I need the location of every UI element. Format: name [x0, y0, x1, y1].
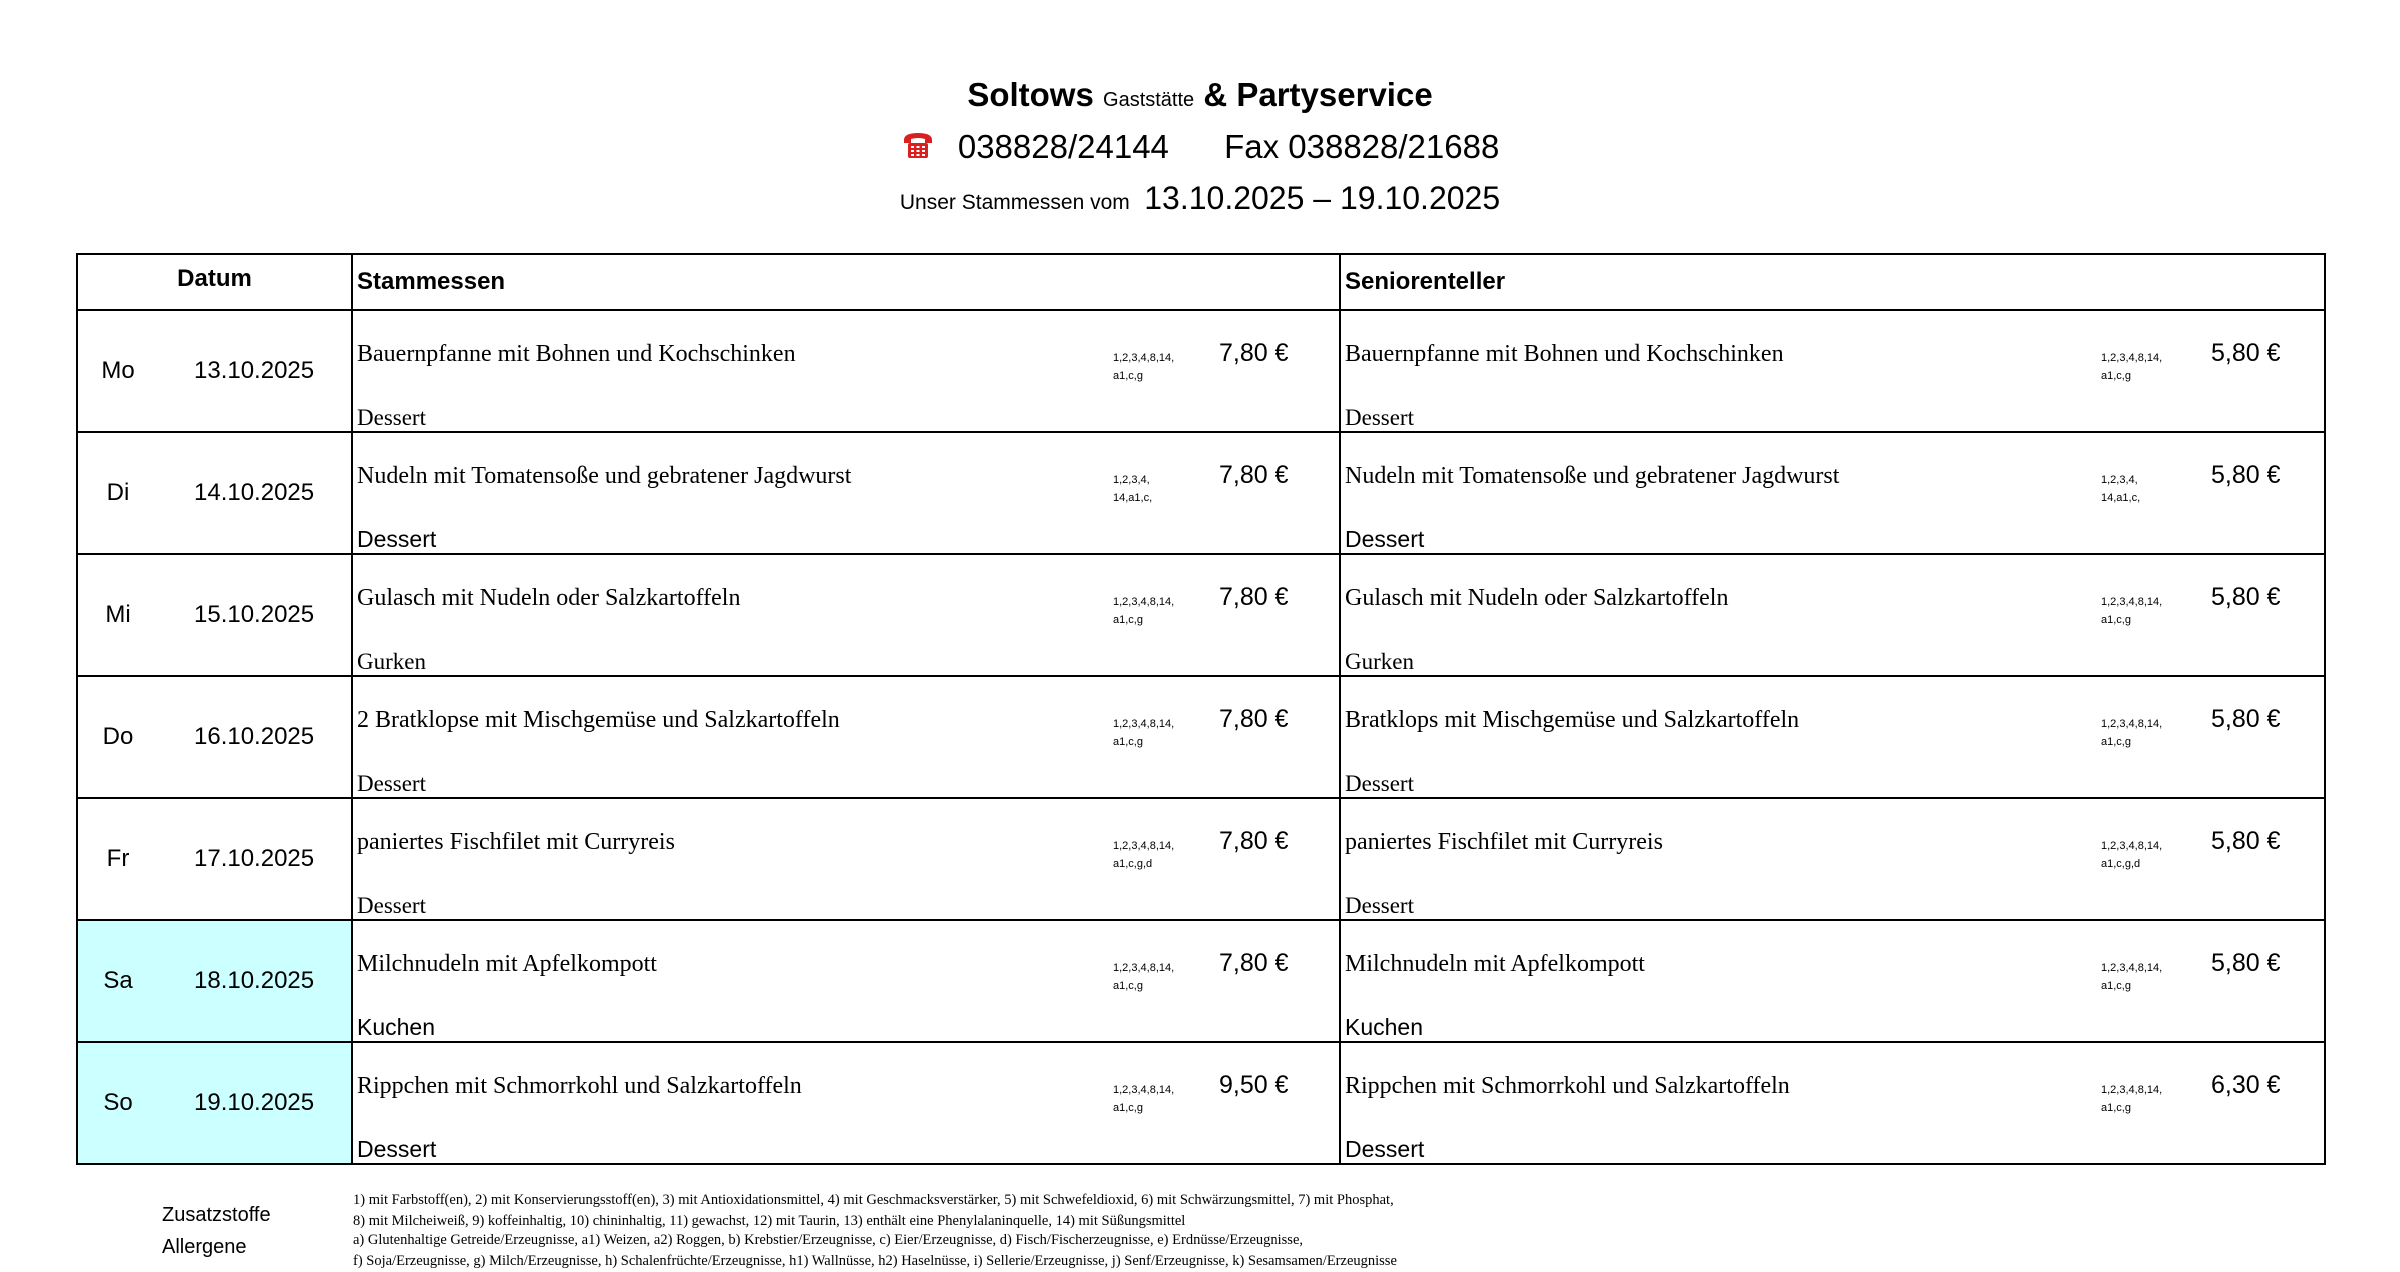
stammessen-side: Gurken [357, 649, 426, 674]
allergen-codes: a1,c,g,d [1113, 858, 1153, 870]
stammessen-side: Dessert [357, 893, 426, 918]
date: 16.10.2025 [194, 723, 315, 750]
seniorenteller-dish: Bauernpfanne mit Bohnen und Kochschinken [1345, 341, 1784, 367]
legend-line-2: 8) mit Milcheiweiß, 9) koffeinhaltig, 10) chininhaltig, 11) gewachst, 12) mit Taurin, 13) enthält eine Phenylalaninquelle, 14) mit Süßungsmittel [353, 1213, 1186, 1229]
date-cell [77, 432, 352, 554]
day-of-week: Fr [106, 845, 130, 872]
stammessen-dish: Nudeln mit Tomatensoße und gebratener Jagdwurst [357, 463, 852, 489]
menu-body [77, 310, 2325, 1164]
date-cell [77, 310, 352, 432]
allergen-codes: a1,c,g [1113, 370, 1143, 382]
column-header-stammessen: Stammessen [352, 254, 1340, 310]
seniorenteller-price: 6,30 € [2211, 1071, 2281, 1099]
date-cell [77, 798, 352, 920]
additive-codes: 1,2,3,4,8,14, [1113, 840, 1175, 852]
stammessen-price: 9,50 € [1219, 1071, 1289, 1099]
legend-line-1: 1) mit Farbstoff(en), 2) mit Konservierungsstoff(en), 3) mit Antioxidationsmittel, 4) mit Geschmacksverstärker, 5) mit Schwefeldioxid, 6) mit Schwärzungsmittel, 7) mit Phosphat, [353, 1192, 1394, 1208]
seniorenteller-price: 5,80 € [2211, 949, 2281, 977]
stammessen-cell [352, 310, 1340, 432]
seniorenteller-side: Dessert [1345, 405, 1414, 430]
stammessen-price: 7,80 € [1219, 461, 1289, 489]
date-cell [77, 554, 352, 676]
additive-codes: 1,2,3,4,8,14, [1113, 352, 1175, 364]
day-of-week: Sa [103, 967, 133, 994]
additive-codes: 1,2,3,4,8,14, [1113, 596, 1175, 608]
stammessen-price: 7,80 € [1219, 583, 1289, 611]
seniorenteller-dish: Rippchen mit Schmorrkohl und Salzkartoffeln [1345, 1073, 1790, 1099]
stammessen-codes [1113, 715, 1174, 751]
table-header-row [77, 254, 2325, 310]
seniorenteller-price: 5,80 € [2211, 827, 2281, 855]
seniorenteller-codes [2101, 837, 2162, 873]
restaurant-name-suffix: & Partyservice [1203, 76, 1433, 113]
allergen-codes: 14,a1,c, [2101, 492, 2141, 504]
column-header-datum: Datum [77, 254, 352, 310]
phone-number: 038828/24144 [957, 128, 1169, 165]
allergen-codes: a1,c,g [2101, 980, 2131, 992]
seniorenteller-cell [1340, 432, 2325, 554]
stammessen-codes [1113, 1081, 1174, 1117]
stammessen-dish: paniertes Fischfilet mit Curryreis [357, 829, 675, 855]
additive-codes: 1,2,3,4,8,14, [2101, 962, 2163, 974]
table-row [77, 920, 2325, 1042]
seniorenteller-dish: Bratklops mit Mischgemüse und Salzkartoffeln [1345, 707, 1800, 733]
allergen-codes: a1,c,g [1113, 736, 1143, 748]
legend-line-4: f) Soja/Erzeugnisse, g) Milch/Erzeugnisse, h) Schalenfrüchte/Erzeugnisse, h1) Wallnüsse, h2) Haselnüsse, i) Sellerie/Erzeugnisse, j) Senf/Erzeugnisse, k) Sesamsamen/Erzeugnisse [353, 1253, 1397, 1269]
day-of-week: So [103, 1089, 133, 1116]
additive-codes: 1,2,3,4,8,14, [2101, 1084, 2163, 1096]
seniorenteller-codes [2101, 1081, 2162, 1117]
date: 15.10.2025 [194, 601, 315, 628]
day-of-week: Di [106, 479, 130, 506]
date: 14.10.2025 [194, 479, 315, 506]
allergen-codes: a1,c,g,d [2101, 858, 2141, 870]
legend-label-zusatzstoffe: Zusatzstoffe [162, 1204, 271, 1226]
seniorenteller-side: Dessert [1345, 771, 1414, 796]
fax-number: Fax 038828/21688 [1224, 128, 1500, 165]
seniorenteller-codes [2101, 349, 2162, 385]
date: 18.10.2025 [194, 967, 315, 994]
seniorenteller-side: Dessert [1345, 526, 1425, 552]
stammessen-side: Dessert [357, 526, 437, 552]
additive-codes: 1,2,3,4,8,14, [2101, 718, 2163, 730]
seniorenteller-codes [2101, 959, 2162, 995]
stammessen-codes [1113, 349, 1174, 385]
seniorenteller-price: 5,80 € [2211, 461, 2281, 489]
table-row [77, 432, 2325, 554]
restaurant-title [0, 76, 2400, 114]
contact-line [0, 128, 2400, 168]
week-range: 13.10.2025 – 19.10.2025 [1144, 180, 1501, 216]
seniorenteller-side: Kuchen [1345, 1014, 1424, 1040]
seniorenteller-cell [1340, 554, 2325, 676]
additive-codes: 1,2,3,4,8,14, [2101, 840, 2163, 852]
date: 19.10.2025 [194, 1089, 315, 1116]
seniorenteller-cell [1340, 310, 2325, 432]
stammessen-price: 7,80 € [1219, 705, 1289, 733]
phone-icon [901, 130, 935, 168]
stammessen-cell [352, 798, 1340, 920]
date-cell [77, 1042, 352, 1164]
week-label: Unser Stammessen vom [899, 191, 1130, 214]
stammessen-codes [1113, 959, 1174, 995]
additive-codes: 1,2,3,4,8,14, [1113, 1084, 1175, 1096]
allergen-codes: a1,c,g [1113, 614, 1143, 626]
seniorenteller-cell [1340, 920, 2325, 1042]
date-cell [77, 676, 352, 798]
table-row [77, 310, 2325, 432]
seniorenteller-dish: Gulasch mit Nudeln oder Salzkartoffeln [1345, 585, 1729, 611]
stammessen-side: Dessert [357, 1136, 437, 1162]
menu-table [76, 253, 2326, 1165]
stammessen-cell [352, 920, 1340, 1042]
stammessen-side: Dessert [357, 771, 426, 796]
week-line [0, 180, 2400, 217]
day-of-week: Mi [105, 601, 131, 628]
stammessen-cell [352, 554, 1340, 676]
additive-codes: 1,2,3,4,8,14, [1113, 718, 1175, 730]
seniorenteller-price: 5,80 € [2211, 583, 2281, 611]
seniorenteller-codes [2101, 593, 2162, 629]
additive-codes: 1,2,3,4,8,14, [1113, 962, 1175, 974]
seniorenteller-side: Dessert [1345, 893, 1414, 918]
date-cell [77, 920, 352, 1042]
table-row [77, 554, 2325, 676]
legend-label-allergene: Allergene [162, 1236, 247, 1258]
table-row [77, 1042, 2325, 1164]
stammessen-codes [1113, 471, 1152, 507]
seniorenteller-side: Gurken [1345, 649, 1414, 674]
stammessen-cell [352, 1042, 1340, 1164]
seniorenteller-price: 5,80 € [2211, 339, 2281, 367]
stammessen-price: 7,80 € [1219, 339, 1289, 367]
seniorenteller-cell [1340, 798, 2325, 920]
stammessen-cell [352, 676, 1340, 798]
seniorenteller-dish: Nudeln mit Tomatensoße und gebratener Jagdwurst [1345, 463, 1840, 489]
stammessen-side: Dessert [357, 405, 426, 430]
seniorenteller-dish: paniertes Fischfilet mit Curryreis [1345, 829, 1663, 855]
additive-codes: 1,2,3,4, [2101, 474, 2138, 486]
seniorenteller-cell [1340, 676, 2325, 798]
stammessen-dish: Milchnudeln mit Apfelkompott [357, 951, 657, 977]
seniorenteller-dish: Milchnudeln mit Apfelkompott [1345, 951, 1645, 977]
stammessen-dish: Bauernpfanne mit Bohnen und Kochschinken [357, 341, 796, 367]
table-row [77, 676, 2325, 798]
allergen-codes: a1,c,g [2101, 370, 2131, 382]
table-row [77, 798, 2325, 920]
additive-codes: 1,2,3,4,8,14, [2101, 352, 2163, 364]
seniorenteller-codes [2101, 715, 2162, 751]
stammessen-codes [1113, 593, 1174, 629]
seniorenteller-cell [1340, 1042, 2325, 1164]
stammessen-side: Kuchen [357, 1014, 436, 1040]
stammessen-dish: 2 Bratklopse mit Mischgemüse und Salzkartoffeln [357, 707, 840, 733]
stammessen-dish: Gulasch mit Nudeln oder Salzkartoffeln [357, 585, 741, 611]
allergen-codes: a1,c,g [2101, 1102, 2131, 1114]
stammessen-dish: Rippchen mit Schmorrkohl und Salzkartoffeln [357, 1073, 802, 1099]
allergen-codes: 14,a1,c, [1113, 492, 1153, 504]
allergen-codes: a1,c,g [1113, 1102, 1143, 1114]
stammessen-cell [352, 432, 1340, 554]
stammessen-price: 7,80 € [1219, 949, 1289, 977]
restaurant-subtitle: Gaststätte [1103, 89, 1195, 111]
day-of-week: Do [102, 723, 134, 750]
seniorenteller-codes [2101, 471, 2140, 507]
restaurant-name: Soltows [967, 76, 1094, 113]
date: 17.10.2025 [194, 845, 315, 872]
date: 13.10.2025 [194, 357, 315, 384]
allergen-codes: a1,c,g [2101, 736, 2131, 748]
column-header-seniorenteller: Seniorenteller [1340, 254, 2325, 310]
stammessen-codes [1113, 837, 1174, 873]
additive-codes: 1,2,3,4, [1113, 474, 1150, 486]
allergen-codes: a1,c,g [2101, 614, 2131, 626]
stammessen-price: 7,80 € [1219, 827, 1289, 855]
day-of-week: Mo [101, 357, 135, 384]
seniorenteller-side: Dessert [1345, 1136, 1425, 1162]
legend-line-3: a) Glutenhaltige Getreide/Erzeugnisse, a1) Weizen, a2) Roggen, b) Krebstier/Erzeugnisse, c) Eier/Erzeugnisse, d) Fisch/Fischerzeugnisse, e) Erdnüsse/Erzeugnisse, [353, 1232, 1304, 1248]
seniorenteller-price: 5,80 € [2211, 705, 2281, 733]
additive-codes: 1,2,3,4,8,14, [2101, 596, 2163, 608]
allergen-codes: a1,c,g [1113, 980, 1143, 992]
